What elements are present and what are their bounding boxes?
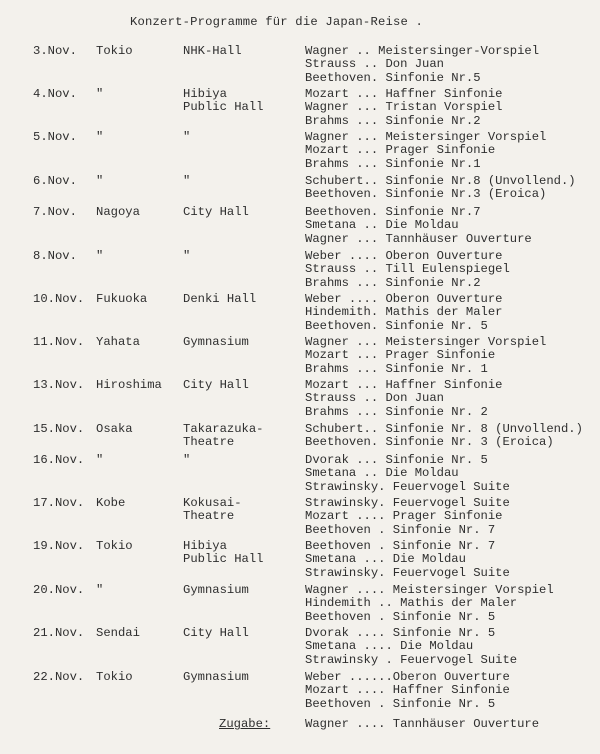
- concert-date: 13.Nov.: [33, 378, 85, 392]
- program-piece: Beethoven . Sinfonie Nr. 5: [305, 696, 496, 711]
- program-piece: Brahms ... Sinfonie Nr. 1: [305, 361, 488, 376]
- concert-date: 21.Nov.: [33, 626, 85, 640]
- program-piece: Mozart ... Haffner Sinfonie: [305, 378, 503, 392]
- concert-date: 7.Nov.: [33, 205, 77, 219]
- concert-city: Fukuoka: [96, 292, 148, 306]
- concert-venue: [183, 423, 263, 450]
- concert-venue: [183, 540, 263, 567]
- concert-program: [305, 293, 502, 333]
- program-piece: Wagner ... Tannhäuser Ouverture: [305, 231, 532, 246]
- concert-venue: [183, 671, 249, 684]
- concert-venue: [183, 454, 190, 467]
- program-piece: Hindemith .. Mathis der Maler: [305, 596, 518, 611]
- concert-date: 19.Nov.: [33, 539, 85, 553]
- program-piece: Strauss .. Till Eulenspiegel: [305, 262, 510, 277]
- program-piece: Dvorak ... Sinfonie Nr. 5: [305, 453, 488, 467]
- venue-line: City Hall: [183, 205, 249, 219]
- program-piece: Beethoven . Sinfonie Nr. 7: [305, 522, 496, 537]
- program-piece: Mozart ... Prager Sinfonie: [305, 143, 496, 158]
- program-piece: Brahms ... Sinfonie Nr.1: [305, 156, 481, 171]
- program-piece: Strauss .. Don Juan: [305, 391, 444, 406]
- concert-venue: [183, 88, 263, 115]
- venue-line: City Hall: [183, 626, 249, 640]
- concert-venue: [183, 497, 242, 524]
- concert-city: Osaka: [96, 422, 133, 436]
- program-piece: Weber .... Oberon Ouverture: [305, 292, 503, 306]
- venue-line: Hibiya: [183, 539, 227, 553]
- concert-program: [305, 671, 510, 711]
- program-piece: Brahms ... Sinfonie Nr. 2: [305, 404, 488, 419]
- concert-program: [305, 497, 510, 537]
- concert-city: ": [96, 87, 104, 101]
- program-piece: Smetana ... Die Moldau: [305, 552, 466, 567]
- concert-city: Hiroshima: [96, 378, 162, 392]
- concert-city: ": [96, 249, 104, 263]
- concert-city: Tokio: [96, 539, 133, 553]
- venue-line: Gymnasium: [183, 335, 249, 349]
- concert-venue: [183, 627, 249, 640]
- program-piece: Strauss .. Don Juan: [305, 57, 444, 72]
- concert-date: 6.Nov.: [33, 174, 77, 188]
- concert-program: [305, 336, 546, 376]
- concert-city: Nagoya: [96, 205, 140, 219]
- concert-city: ": [96, 130, 104, 144]
- venue-line: Theatre: [183, 509, 235, 524]
- concert-city: Kobe: [96, 496, 126, 510]
- concert-venue: [183, 250, 190, 263]
- program-piece: Wagner ... Meistersinger Vorspiel: [305, 130, 547, 144]
- program-piece: Strawinsky. Feuervogel Suite: [305, 565, 510, 580]
- concert-program: [305, 250, 510, 290]
- program-piece: Brahms ... Sinfonie Nr.2: [305, 275, 481, 290]
- venue-line: ": [183, 249, 191, 263]
- concert-program: [305, 206, 532, 246]
- program-piece: Dvorak .... Sinfonie Nr. 5: [305, 626, 496, 640]
- concert-date: 16.Nov.: [33, 453, 85, 467]
- program-piece: Schubert.. Sinfonie Nr.8 (Unvollend.): [305, 174, 576, 188]
- concert-program: [305, 131, 546, 171]
- program-piece: Smetana .. Die Moldau: [305, 218, 459, 233]
- program-piece: Wagner ... Meistersinger Vorspiel: [305, 335, 547, 349]
- program-piece: Brahms ... Sinfonie Nr.2: [305, 113, 481, 128]
- concert-program: [305, 454, 510, 494]
- venue-line: ": [183, 453, 191, 467]
- venue-line: Kokusai-: [183, 496, 242, 510]
- venue-line: Theatre: [183, 435, 235, 450]
- venue-line: Takarazuka-: [183, 422, 264, 436]
- concert-city: Tokio: [96, 670, 133, 684]
- venue-line: NHK-Hall: [183, 44, 242, 58]
- program-piece: Wagner .... Meistersinger Vorspiel: [305, 583, 554, 597]
- concert-program: [305, 423, 583, 450]
- encore-program: Wagner .... Tannhäuser Ouverture: [305, 717, 540, 731]
- program-piece: Wagner ... Tristan Vorspiel: [305, 100, 503, 115]
- concert-date: 4.Nov.: [33, 87, 77, 101]
- program-piece: Beethoven. Sinfonie Nr. 3 (Eroica): [305, 435, 554, 450]
- program-piece: Beethoven. Sinfonie Nr.5: [305, 70, 481, 85]
- venue-line: ": [183, 130, 191, 144]
- venue-line: Gymnasium: [183, 583, 249, 597]
- concert-program: [305, 584, 554, 624]
- concert-venue: [183, 584, 249, 597]
- concert-program: [305, 88, 502, 128]
- venue-line: Denki Hall: [183, 292, 257, 306]
- concert-venue: [183, 175, 190, 188]
- program-piece: Mozart ... Prager Sinfonie: [305, 348, 496, 363]
- concert-date: 3.Nov.: [33, 44, 77, 58]
- program-piece: Beethoven . Sinfonie Nr. 5: [305, 609, 496, 624]
- concert-date: 10.Nov.: [33, 292, 85, 306]
- concert-city: Tokio: [96, 44, 133, 58]
- concert-program: [305, 379, 502, 419]
- concert-city: ": [96, 583, 104, 597]
- concert-program: [305, 175, 576, 202]
- venue-line: City Hall: [183, 378, 249, 392]
- concert-date: 22.Nov.: [33, 670, 85, 684]
- program-piece: Strawinsky. Feuervogel Suite: [305, 479, 510, 494]
- concert-date: 11.Nov.: [33, 335, 85, 349]
- concert-program: [305, 45, 539, 85]
- program-piece: Smetana .. Die Moldau: [305, 466, 459, 481]
- program-piece: Beethoven. Sinfonie Nr. 5: [305, 318, 488, 333]
- program-piece: Strawinsky . Feuervogel Suite: [305, 652, 518, 667]
- program-piece: Mozart .... Prager Sinfonie: [305, 509, 503, 524]
- program-piece: Schubert.. Sinfonie Nr. 8 (Unvollend.): [305, 422, 583, 436]
- concert-city: ": [96, 174, 104, 188]
- program-piece: Smetana .... Die Moldau: [305, 639, 474, 654]
- page-title: Konzert-Programme für die Japan-Reise .: [130, 15, 424, 29]
- concert-city: ": [96, 453, 104, 467]
- concert-date: 20.Nov.: [33, 583, 85, 597]
- program-piece: Mozart .... Haffner Sinfonie: [305, 683, 510, 698]
- concert-venue: [183, 293, 256, 306]
- program-piece: Beethoven . Sinfonie Nr. 7: [305, 539, 496, 553]
- concert-venue: [183, 379, 249, 392]
- program-piece: Hindemith. Mathis der Maler: [305, 305, 503, 320]
- program-piece: Mozart ... Haffner Sinfonie: [305, 87, 503, 101]
- concert-date: 15.Nov.: [33, 422, 85, 436]
- program-piece: Strawinsky. Feuervogel Suite: [305, 496, 510, 510]
- venue-line: ": [183, 174, 191, 188]
- venue-line: Hibiya: [183, 87, 227, 101]
- program-piece: Weber .... Oberon Ouverture: [305, 249, 503, 263]
- program-piece: Beethoven. Sinfonie Nr.3 (Eroica): [305, 187, 547, 202]
- venue-line: Public Hall: [183, 100, 264, 115]
- venue-line: Gymnasium: [183, 670, 249, 684]
- concert-program: [305, 627, 517, 667]
- concert-city: Sendai: [96, 626, 140, 640]
- concert-date: 5.Nov.: [33, 130, 77, 144]
- concert-venue: [183, 336, 249, 349]
- program-piece: Beethoven. Sinfonie Nr.7: [305, 205, 481, 219]
- program-piece: Wagner .. Meistersinger-Vorspiel: [305, 44, 540, 58]
- concert-venue: [183, 45, 242, 58]
- venue-line: Public Hall: [183, 552, 264, 567]
- concert-date: 17.Nov.: [33, 496, 85, 510]
- concert-venue: [183, 131, 190, 144]
- concert-venue: [183, 206, 249, 219]
- encore-label: Zugabe:: [219, 717, 271, 731]
- concert-date: 8.Nov.: [33, 249, 77, 263]
- concert-program: [305, 540, 510, 580]
- program-piece: Weber ......Oberon Ouverture: [305, 670, 510, 684]
- concert-city: Yahata: [96, 335, 140, 349]
